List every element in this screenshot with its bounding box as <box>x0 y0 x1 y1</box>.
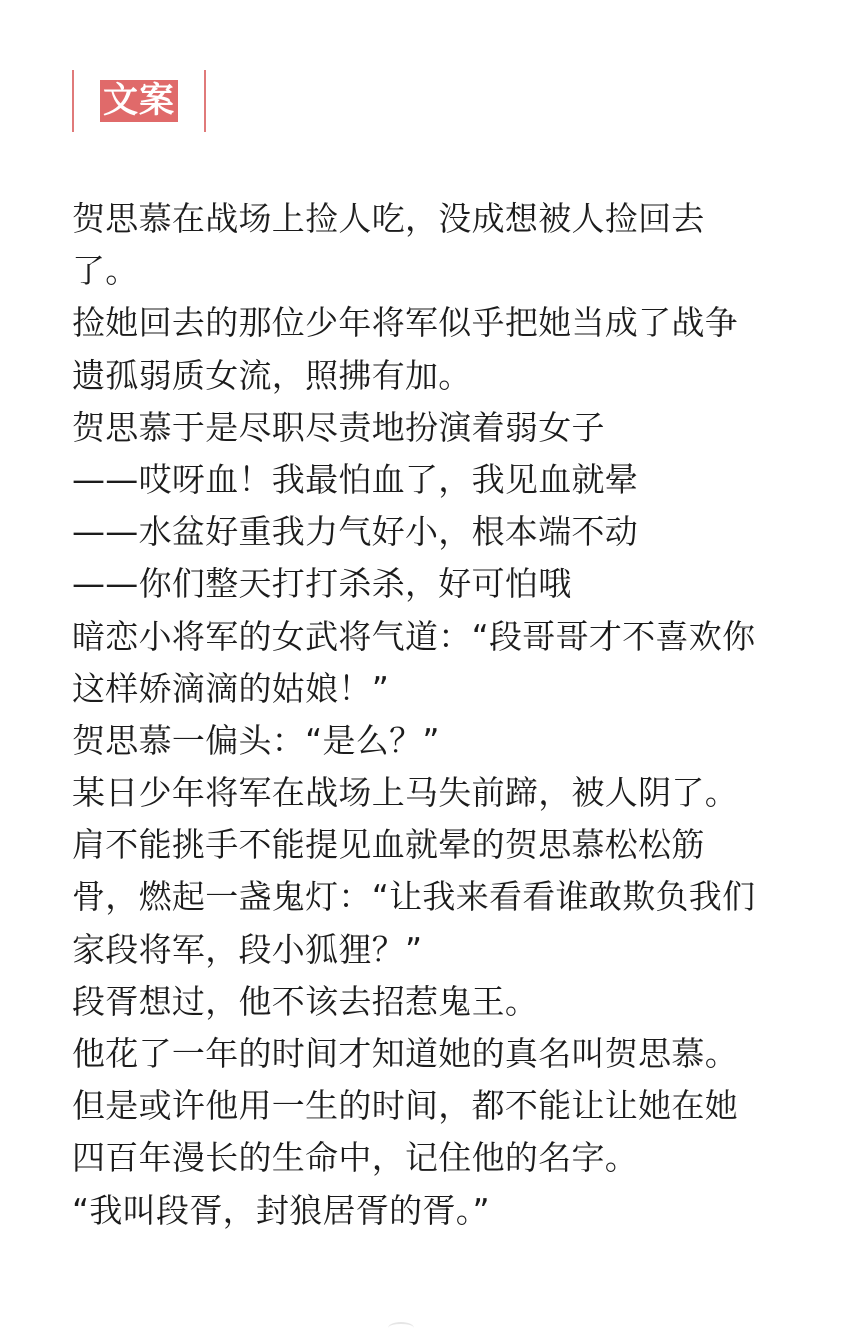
text-line: 暗恋小将军的女武将气道：“段哥哥才不喜欢你 <box>72 616 756 656</box>
text-line: “我叫段胥，封狼居胥的胥。” <box>72 1190 490 1230</box>
text-line: ——水盆好重我力气好小，根本端不动 <box>72 512 639 552</box>
right-divider <box>204 70 206 132</box>
text-line: 贺思慕在战场上捡人吃，没成想被人捡回去 <box>72 199 705 238</box>
text-line: 贺思慕一偏头：“是么？” <box>72 720 440 760</box>
text-line: 骨，燃起一盏鬼灯：“让我来看看谁敢欺负我们 <box>72 877 756 917</box>
watermark-icon <box>388 1322 414 1334</box>
text-line: 捡她回去的那位少年将军似乎把她当成了战争 <box>72 303 738 343</box>
text-line: 四百年漫长的生命中，记住他的名字。 <box>72 1138 639 1178</box>
left-divider <box>72 70 74 132</box>
section-header <box>72 70 206 132</box>
text-line: 这样娇滴滴的姑娘！” <box>72 668 390 708</box>
article-body <box>72 193 792 1237</box>
section-title: 文案 <box>100 80 178 122</box>
text-line: 贺思慕于是尽职尽责地扮演着弱女子 <box>72 407 605 447</box>
text-line: 家段将军，段小狐狸？” <box>72 929 423 969</box>
text-line: 他花了一年的时间才知道她的真名叫贺思慕。 <box>72 1034 738 1073</box>
text-line: 但是或许他用一生的时间，都不能让让她在她 <box>72 1086 738 1126</box>
text-line: ——哎呀血！我最怕血了，我见血就晕 <box>72 459 639 499</box>
text-line: 某日少年将军在战场上马失前蹄，被人阴了。 <box>72 773 738 813</box>
text-line: 肩不能挑手不能提见血就晕的贺思慕松松筋 <box>72 825 705 865</box>
text-line: ——你们整天打打杀杀，好可怕哦 <box>72 564 572 604</box>
text-line: 了。 <box>72 251 139 291</box>
text-line: 遗孤弱质女流，照拂有加。 <box>72 355 472 395</box>
text-line: 段胥想过，他不该去招惹鬼王。 <box>72 981 539 1021</box>
